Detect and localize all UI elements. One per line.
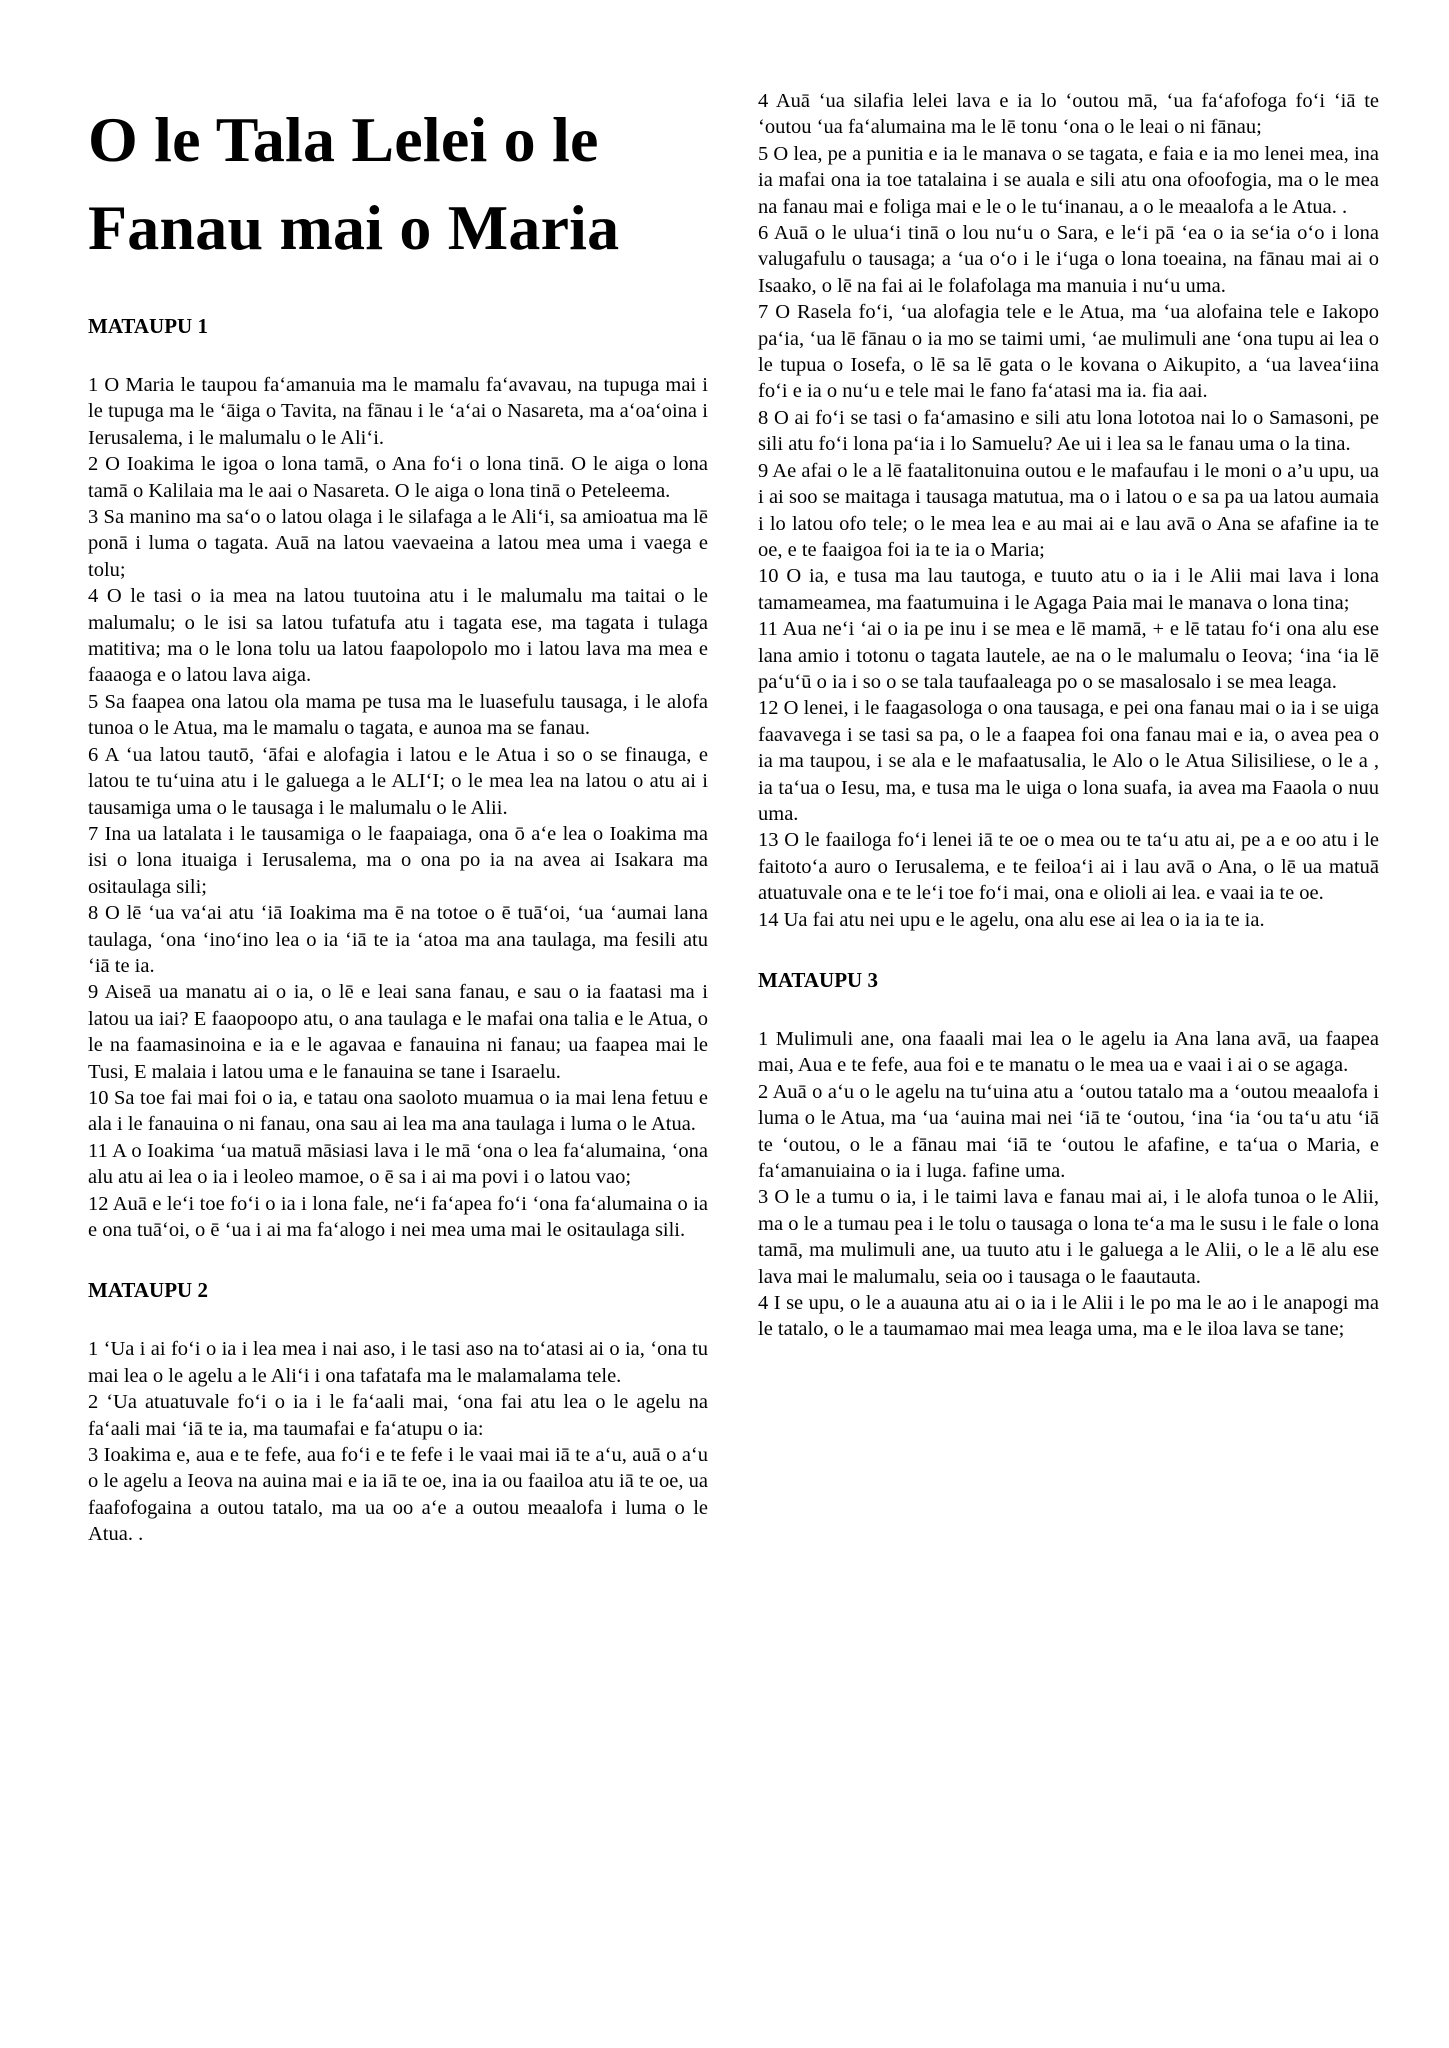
document-title: O le Tala Lelei o le Fanau mai o Maria	[88, 104, 620, 263]
verse: 4 I se upu, o le a auauna atu ai o ia i le Alii i le po ma le ao i le anapogi ma le tatalo, o le a taumamao mai mea leaga uma, ma e le iloa lava se tane;	[758, 1292, 1379, 1341]
left-column	[88, 0, 708, 1548]
verse: 9 Aiseā ua manatu ai o ia, o lē e leai sana fanau, e sau o ia faatasi ma i latou ua iai? E faaopoopo atu, o ana taulaga e le mafai ona talia e le Atua, o le na faamasinoina e ia e le agavaa e fanauina ni fanau; ua faapea mai le Tusi, E malaia i latou uma e le fanauina se tane i Isaraelu.	[88, 981, 708, 1083]
verse: 8 O lē ‘ua va‘ai atu ‘iā Ioakima ma ē na totoe o ē tuā‘oi, ‘ua ‘aumai lana taulaga, ‘ona ‘ino‘ino lea o ia ‘iā te ia ‘atoa ma ana taulaga, ma fesili atu ‘iā te ia.	[88, 902, 708, 977]
verse: 11 Aua ne‘i ‘ai o ia pe inu i se mea e lē mamā, + e lē tatau fo‘i ona alu ese lana amio i totonu o tagata lautele, ae na o le malumalu o Ieova; ‘ina ‘ia lē pa‘u‘ū o ia i so o se tala taufaaleaga po o se masalosalo i se mea leaga.	[758, 618, 1379, 693]
right-column	[758, 0, 1379, 1343]
verse: 2 ‘Ua atuatuvale fo‘i o ia i le fa‘aali mai, ‘ona fai atu lea o le agelu na fa‘aali mai ‘iā te ia, ma taumafai e fa‘atupu o ia:	[88, 1391, 708, 1440]
verse: 6 Auā o le ulua‘i tinā o lou nu‘u o Sara, e le‘i pā ‘ea o ia se‘ia o‘o i lona valugafulu o tausaga; a ‘ua o‘o i le i‘uga o lona toeaina, na fānau mai ai o Isaako, o lē na fai ai le folafolaga ma manuia i nu‘u uma.	[758, 222, 1379, 297]
verse: 12 O lenei, i le faagasologa o ona tausaga, e pei ona fanau mai o ia i se uiga faavavega i se tasi sa pa, o le a faapea foi ona fanau mai e ia, o avea pea o ia ma taupou, i se ala e le mafaatusalia, le Alo o le Atua Silisiliese, o le a , ia ta‘ua o Iesu, ma, e tusa ma le uiga o lona suafa, ia avea ma Faaola o nuu uma.	[758, 697, 1379, 825]
verse: 2 O Ioakima le igoa o lona tamā, o Ana fo‘i o lona tinā. O le aiga o lona tamā o Kalilaia ma le aai o Nasareta. O le aiga o lona tinā o Peteleema.	[88, 453, 708, 502]
verse: 7 O Rasela fo‘i, ‘ua alofagia tele e le Atua, ma ‘ua alofaina tele e Iakopo pa‘ia, ‘ua lē fānau o ia mo se taimi umi, ‘ae mulimuli ane ‘ona tupu ai lea o le tupua o Iosefa, o lē sa lē gata o le kovana o Aikupito, a ‘ua lavea‘iina fo‘i e ia o nu‘u e tele mai le fano fa‘atasi ma ia. fia aai.	[758, 301, 1379, 403]
verse: 8 O ai fo‘i se tasi o fa‘amasino e sili atu lona lototoa nai lo o Samasoni, pe sili atu fo‘i lona pa‘ia i lo Samuelu? Ae ui i lea sa le fanau uma o la tina.	[758, 406, 1379, 456]
verse: 6 A ‘ua latou tautō, ‘āfai e alofagia i latou e le Atua i so o se finauga, e latou te tu‘uina atu i le galuega a le ALI‘I; o le mea lea na latou o atu ai i tausamiga uma o le tausaga i le malumalu o le Alii.	[88, 743, 708, 819]
verse: 10 O ia, e tusa ma lau tautoga, e tuuto atu o ia i le Alii mai lava i lona tamameamea, ma faatumuina i le Agaga Paia mai le manava o lona tina;	[758, 565, 1379, 614]
verse: 3 Sa manino ma sa‘o o latou olaga i le silafaga a le Ali‘i, sa amioatua ma lē ponā i luma o tagata. Auā na latou vaevaeina a latou mea uma i vaega e tolu;	[88, 506, 708, 581]
verse: 7 Ina ua latalata i le tausamiga o le faapaiaga, ona ō a‘e lea o Ioakima ma isi o lona ituaiga i Ierusalema, ma o ona po ia na avea ai Isakara ma ositaulaga sili;	[88, 822, 708, 898]
verse: 5 Sa faapea ona latou ola mama pe tusa ma le luasefulu tausaga, i le alofa tunoa o le Atua, ma le mamalu o tagata, e aunoa ma se fanau.	[88, 690, 708, 740]
chapter-heading-1: MATAUPU 1	[88, 314, 208, 338]
chapter-heading-3: MATAUPU 3	[758, 968, 878, 992]
verse: 10 Sa toe fai mai foi o ia, e tatau ona saoloto muamua o ia mai lena fetuu e ala i le fanauina o ni fanau, ona sau ai lea ma ana taulaga i luma o le Atua.	[88, 1086, 708, 1136]
verse: 13 O le faailoga fo‘i lenei iā te oe o mea ou te ta‘u atu ai, pe a e oo atu i le faitoto‘a auro o Ierusalema, e te feiloa‘i ai i lau avā o Ana, o lē ua matuā atuatuvale ona e te le‘i toe fo‘i mai, ona e olioli ai lea. e vaai ia te oe.	[758, 829, 1379, 905]
chapter-heading-2: MATAUPU 2	[88, 1278, 208, 1303]
verse: 1 ‘Ua i ai fo‘i o ia i lea mea i nai aso, i le tasi aso na to‘atasi ai o ia, ‘ona tu mai lea o le agelu a le Ali‘i i ona tafatafa ma le malamalama tele.	[88, 1338, 708, 1387]
verse: 5 O lea, pe a punitia e ia le manava o se tagata, e faia e ia mo lenei mea, ina ia mafai ona ia toe tatalaina i se auala e sili atu ona ofoofogia, ma o le mea na fanau mai e foliga mai e le o le tu‘inanau, a o le meaalofa a le Atua. .	[758, 142, 1379, 218]
verse: 14 Ua fai atu nei upu e le agelu, ona alu ese ai lea o ia ia te ia.	[758, 908, 1265, 931]
verse: 4 Auā ‘ua silafia lelei lava e ia lo ‘outou mā, ‘ua fa‘afofoga fo‘i ‘iā te ‘outou ‘ua fa‘alumaina ma le lē tonu ‘ona o le leai o ni fānau;	[758, 90, 1379, 139]
verse: 3 Ioakima e, aua e te fefe, aua fo‘i e te fefe i le vaai mai iā te a‘u, auā o a‘u o le agelu a Ieova na auina mai e ia iā te oe, ina ia ou faailoa atu iā te oe, ua faafofogaina a outou tatalo, ma ua oo a‘e a outou meaalofa i luma o le Atua. .	[88, 1444, 708, 1546]
verse: 11 A o Ioakima ‘ua matuā māsiasi lava i le mā ‘ona o lea fa‘alumaina, ‘ona alu atu ai lea o ia i leoleo mamoe, o ē sa i ai ma povi i o latou vao;	[88, 1139, 708, 1189]
verse: 3 O le a tumu o ia, i le taimi lava e fanau mai ai, i le alofa tunoa o le Alii, ma o le a tumau pea i le tolu o tausaga o lona te‘a ma le susu i le fale o lona tamā, ma mulimuli ane, ua tuuto atu i le galuega a le Alii, o le a lē alu ese lava mai le malumalu, seia oo i tausaga o le faautauta.	[758, 1186, 1379, 1288]
verse: 4 O le tasi o ia mea na latou tuutoina atu i le malumalu ma taitai o le malumalu; o le isi sa latou tufatufa atu i tagata ese, ma tagata i tulaga matitiva; ma o le lona tolu ua latou faapolopolo mo i latou lava ma mea e faaaoga e o latou lava aiga.	[88, 585, 708, 687]
verse: 12 Auā e le‘i toe fo‘i o ia i lona fale, ne‘i fa‘apea fo‘i ‘ona fa‘alumaina o ia e ona tuā‘oi, o ē ‘ua i ai ma fa‘alogo i nei mea uma mai le ositaulaga sili.	[88, 1192, 708, 1241]
verse: 1 O Maria le taupou fa‘amanuia ma le mamalu fa‘avavau, na tupuga mai i le tupuga ma le ‘āiga o Tavita, na fānau i le ‘a‘ai o Nasareta, ma a‘oa‘oina i Ierusalema, i le malumalu o le Ali‘i.	[88, 374, 708, 449]
verse: 2 Auā o a‘u o le agelu na tu‘uina atu a ‘outou tatalo ma a ‘outou meaalofa i luma o le Atua, ma ‘ua ‘auina mai nei ‘iā te ‘outou, ‘ina ‘ia ‘ou ta‘u atu ‘iā te ‘outou, o le a fānau mai ‘iā te ‘outou le afafine, e ta‘ua o Maria, e fa‘amanuiaina o ia i luga. fafine uma.	[758, 1080, 1379, 1183]
verse: 9 Ae afai o le a lē faatalitonuina outou e le mafaufau i le moni o a’u upu, ua i ai soo se maitaga i tausaga matutua, ma o i latou o e sa pa ua latou aumaia i lo latou ofo tele; o le mea lea e au mai ai e lau avā o Ana se afafine ia te oe, e te faaigoa foi ia te ia o Maria;	[758, 459, 1379, 561]
verse: 1 Mulimuli ane, ona faaali mai lea o le agelu ia Ana lana avā, ua faapea mai, Aua e te fefe, aua foi e te manatu o le mea ua e vaai i ai o se agaga.	[758, 1028, 1379, 1077]
